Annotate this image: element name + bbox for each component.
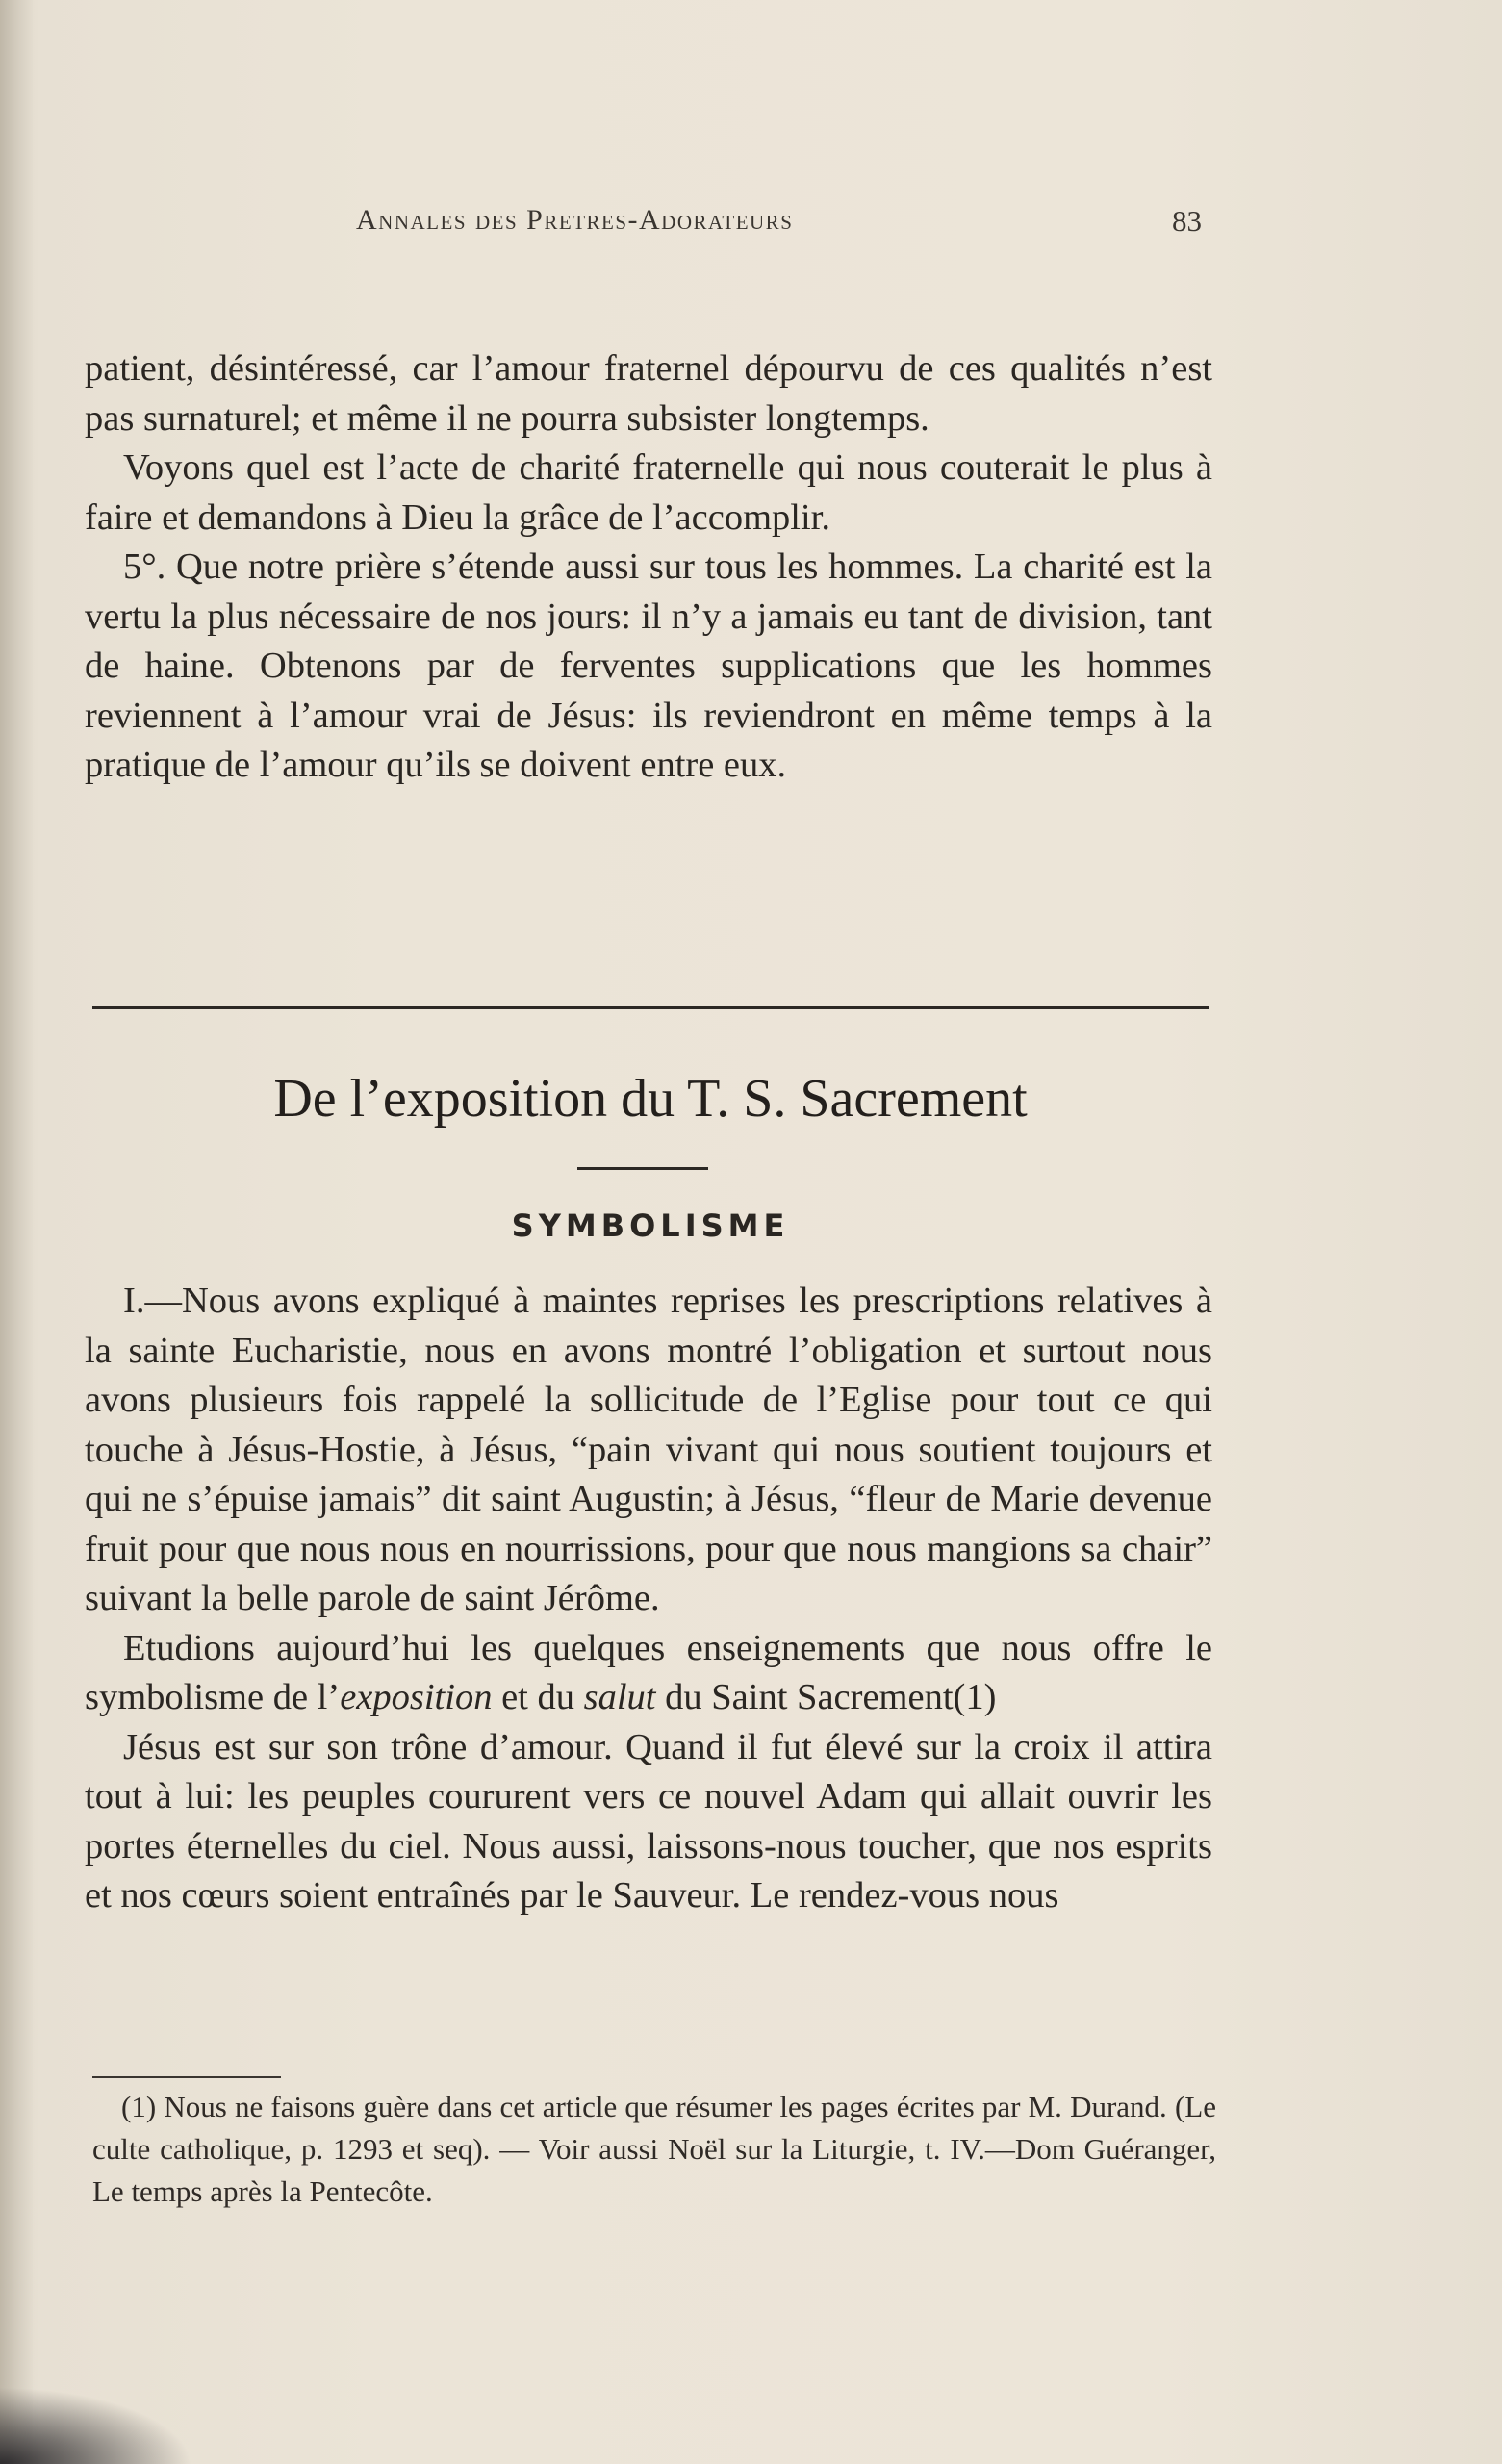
- continued-text: [85, 344, 1212, 791]
- section-heading: SYMBOLISME: [511, 1207, 790, 1244]
- paragraph: [85, 1624, 1212, 1723]
- article-body: [85, 1277, 1212, 1921]
- section-divider: [92, 1006, 1209, 1009]
- footnote-text: (1) Nous ne faisons guère dans cet article que résumer les pages écrites par M. Durand. (Le culte catholique, p. 1293 et seq). — Voir aussi Noël sur la Liturgie, t. IV.—Dom Guéranger, Le temps après la Pentecôte.: [92, 2090, 1216, 2208]
- paragraph: Jésus est sur son trône d’amour. Quand il fut élevé sur la croix il attira tout à lui: les peuples coururent vers ce nouvel Adam qui allait ouvrir les portes éternelles du ciel. Nous aussi, laissons-nous toucher, que nos esprits et nos cœurs soient entraînés par le Sauveur. Le rendez-vous nous: [85, 1726, 1212, 1916]
- paragraph: patient, désintéressé, car l’amour fraternel dépourvu de ces qualités n’est pas surnaturel; et même il ne pourra subsister longtemps.: [85, 348, 1212, 439]
- scan-corner-shadow: [0, 2387, 192, 2464]
- paragraph: I.—Nous avons expliqué à maintes reprises les prescriptions relatives à la sainte Eucharistie, nous en avons montré l’obligation et surtout nous avons plusieurs fois rappelé la sollicitude de l’Eglise pour tout ce qui touche à Jésus-Hostie, à Jésus, “pain vivant qui nous soutient toujours et qui ne s’épuise jamais” dit saint Augustin; à Jésus, “fleur de Marie devenue fruit pour que nous nous en nourrissions, pour que nous mangions sa chair” suivant la belle parole de saint Jérôme.: [85, 1281, 1212, 1618]
- title-underline: [577, 1167, 708, 1170]
- italic-term: exposition: [340, 1677, 493, 1717]
- paragraph: Voyons quel est l’acte de charité fraternelle qui nous couterait le plus à faire et demandons à Dieu la grâce de l’accomplir.: [85, 447, 1212, 538]
- text-run: et du: [492, 1677, 584, 1717]
- article-title: De l’exposition du T. S. Sacrement: [273, 1069, 1028, 1129]
- footnote: [92, 2086, 1216, 2213]
- running-head: Annales des Pretres-Adorateurs: [356, 204, 794, 236]
- italic-term: salut: [583, 1677, 656, 1717]
- text-run: du Saint Sacrement(1): [655, 1677, 997, 1717]
- text-run: Etudions aujourd’hui les quelques enseignements que nous offre le symbolisme de l’: [85, 1627, 1212, 1717]
- footnote-divider: [92, 2076, 281, 2078]
- page-number: 83: [1172, 204, 1202, 238]
- paragraph: 5°. Que notre prière s’étende aussi sur tous les hommes. La charité est la vertu la plus nécessaire de nos jours: il n’y a jamais eu tant de division, tant de haine. Obtenons par de ferventes supplications que les hommes reviennent à l’amour vrai de Jésus: ils reviendront en même temps à la pratique de l’amour qu’ils se doivent entre eux.: [85, 546, 1212, 785]
